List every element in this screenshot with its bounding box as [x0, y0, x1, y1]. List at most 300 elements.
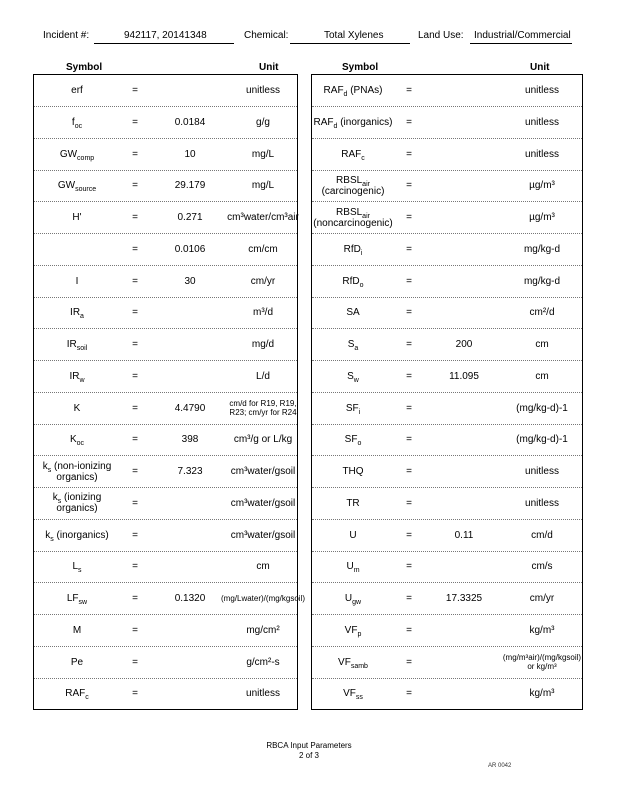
symbol-base: f — [71, 116, 75, 128]
symbol-base: Pe — [70, 656, 84, 668]
value-cell — [150, 488, 230, 519]
table-row — [34, 456, 297, 488]
symbol-cell — [34, 75, 120, 106]
unit-cell: cm/s — [531, 561, 553, 573]
symbol-qualifier: (PNAs) — [347, 85, 383, 96]
table-row — [34, 615, 297, 647]
symbol-cell — [34, 678, 120, 709]
symbol-text — [345, 593, 361, 604]
symbol-base: k — [45, 529, 51, 541]
symbol-base: L — [72, 561, 79, 573]
symbol-text — [70, 307, 84, 321]
symbol-text — [74, 403, 81, 414]
left-parameter-table — [33, 74, 306, 710]
left-symbol-heading: Symbol — [66, 62, 103, 73]
equals-sign: = — [132, 180, 138, 192]
symbol-text — [69, 371, 84, 382]
equals-sign: = — [406, 529, 412, 541]
unit-cell: cm²/d — [529, 307, 555, 319]
equals-sign: = — [132, 593, 138, 604]
value-cell — [150, 615, 230, 646]
unit-cell: (mg/m³air)/(mg/kgsoil) or kg/m³ — [502, 653, 582, 671]
table-row — [34, 647, 297, 679]
equals-sign: = — [406, 212, 412, 223]
equals-sign: = — [406, 497, 412, 509]
table-row — [312, 647, 582, 679]
symbol-base: U — [349, 529, 357, 541]
symbol-cell — [34, 456, 120, 487]
unit-cell: L/d — [256, 370, 270, 382]
equals-sign: = — [406, 688, 412, 700]
symbol-qualifier: (carcinogenic) — [321, 185, 385, 197]
symbol-base: k — [52, 492, 58, 504]
symbol-base: RAF — [65, 688, 86, 700]
equals-sign: = — [406, 466, 412, 477]
symbol-subscript: samb — [350, 662, 368, 670]
unit-cell: unitless — [525, 148, 559, 160]
incident-underline — [94, 43, 234, 44]
equals-sign: = — [406, 561, 412, 573]
table-row — [312, 361, 582, 393]
equals-sign: = — [132, 497, 138, 509]
unit-cell: cm/yr — [250, 275, 276, 287]
equals-sign: = — [132, 275, 138, 287]
equals-sign: = — [406, 656, 412, 668]
value-cell: 29.179 — [174, 180, 206, 192]
table-row — [312, 424, 582, 456]
table-row — [312, 551, 582, 583]
unit-cell: cm³water/cm³air — [227, 212, 299, 223]
chemical-underline — [290, 43, 410, 44]
symbol-base: VF — [338, 656, 351, 668]
equals-sign: = — [406, 85, 412, 96]
symbol-text — [348, 339, 359, 350]
symbol-qualifier: (non-ionizing organics) — [51, 460, 112, 483]
symbol-text — [60, 149, 94, 160]
unit-cell: g/g — [256, 116, 270, 128]
table-row — [312, 234, 582, 266]
unit-cell: cm³/g or L/kg — [233, 434, 293, 446]
table-row — [312, 329, 582, 361]
equals-sign: = — [132, 212, 138, 223]
symbol-base: RBSL — [336, 206, 363, 218]
unit-cell: mg/kg-d — [523, 275, 561, 287]
equals-sign: = — [132, 243, 138, 255]
symbol-cell — [312, 202, 394, 233]
table-row — [34, 361, 297, 393]
symbol-text — [67, 339, 88, 350]
table-row — [34, 297, 297, 329]
value-cell — [150, 297, 230, 328]
symbol-cell — [312, 520, 394, 551]
symbol-base: RAF — [323, 85, 344, 96]
symbol-text — [338, 657, 368, 668]
unit-cell: cm³water/gsoil — [230, 529, 296, 541]
table-row — [312, 297, 582, 329]
value-cell: 11.095 — [449, 370, 479, 382]
symbol-base: U — [346, 561, 354, 573]
land-use-label: Land Use: — [418, 30, 464, 41]
symbol-base: U — [344, 593, 353, 604]
symbol-base: LF — [66, 593, 79, 604]
value-cell — [150, 678, 230, 709]
value-cell: 7.323 — [177, 466, 203, 477]
symbol-base: TR — [346, 497, 360, 509]
symbol-subscript: gw — [352, 599, 362, 606]
table-row — [312, 678, 582, 709]
unit-cell: unitless — [525, 466, 559, 477]
symbol-subscript: d — [333, 122, 338, 130]
table-row — [312, 170, 582, 202]
symbol-text — [34, 492, 120, 514]
symbol-cell — [312, 583, 394, 614]
symbol-subscript: a — [80, 313, 84, 321]
value-cell — [424, 647, 504, 678]
value-cell: 10 — [184, 148, 196, 160]
symbol-base: VF — [343, 688, 356, 700]
equals-sign: = — [132, 529, 138, 541]
symbol-base: H' — [72, 212, 82, 223]
symbol-text — [346, 561, 360, 575]
equals-sign: = — [132, 339, 138, 350]
symbol-qualifier: (ionizing organics) — [56, 492, 102, 515]
symbol-cell — [312, 551, 394, 582]
symbol-text — [72, 561, 82, 575]
symbol-cell — [312, 266, 394, 297]
unit-cell: kg/m³ — [529, 688, 555, 700]
symbol-base: SF — [344, 434, 358, 446]
table-row — [34, 551, 297, 583]
table-row — [34, 393, 297, 425]
unit-cell: (mg/kg-d)-1 — [516, 434, 568, 446]
symbol-cell — [34, 139, 120, 170]
unit-cell: g/cm²-s — [246, 656, 280, 668]
symbol-base: RfD — [343, 243, 361, 255]
table-row — [34, 424, 297, 456]
symbol-subscript: s — [78, 567, 82, 575]
equals-sign: = — [406, 243, 412, 255]
symbol-text — [65, 688, 89, 702]
table-row — [34, 234, 297, 266]
equals-sign: = — [406, 275, 412, 287]
unit-cell: unitless — [525, 116, 559, 128]
symbol-subscript: oc — [74, 122, 83, 130]
symbol-base: RfD — [342, 275, 360, 287]
incident-label: Incident #: — [43, 30, 90, 41]
land-use-value: Industrial/Commercial — [474, 30, 571, 41]
value-cell — [150, 520, 230, 551]
table-row — [34, 266, 297, 298]
symbol-base: K — [73, 402, 81, 414]
value-cell — [424, 393, 504, 424]
equals-sign: = — [132, 402, 138, 414]
symbol-text — [346, 403, 360, 414]
symbol-base: RBSL — [336, 174, 363, 186]
right-parameter-table — [311, 74, 583, 710]
unit-cell: cm — [535, 339, 549, 350]
symbol-cell — [34, 615, 120, 646]
value-cell — [424, 170, 504, 201]
value-cell: 398 — [181, 434, 199, 446]
symbol-subscript: o — [357, 440, 362, 448]
table-row — [34, 75, 297, 107]
symbol-subscript: i — [358, 408, 361, 416]
equals-sign: = — [132, 85, 138, 96]
value-cell — [424, 75, 504, 106]
table-row — [312, 266, 582, 298]
symbol-cell — [312, 393, 394, 424]
symbol-cell — [34, 266, 120, 297]
value-cell: 0.0184 — [174, 116, 206, 128]
symbol-text — [312, 175, 394, 197]
equals-sign: = — [406, 116, 412, 128]
equals-sign: = — [406, 307, 412, 319]
value-cell: 30 — [184, 275, 196, 287]
symbol-cell — [312, 234, 394, 265]
symbol-subscript: i — [360, 249, 363, 257]
table-row — [312, 202, 582, 234]
symbol-cell — [312, 615, 394, 646]
equals-sign: = — [132, 561, 138, 573]
unit-cell: µg/m³ — [529, 180, 555, 192]
symbol-base: IR — [66, 339, 77, 350]
unit-cell: unitless — [246, 688, 280, 700]
equals-sign: = — [132, 624, 138, 636]
value-cell — [424, 488, 504, 519]
symbol-base: S — [347, 339, 355, 350]
unit-cell: cm/d — [531, 529, 553, 541]
symbol-base: M — [72, 624, 82, 636]
symbol-subscript: ss — [355, 694, 363, 702]
symbol-text — [76, 276, 79, 287]
symbol-base: RAF — [341, 148, 362, 160]
symbol-text — [72, 117, 82, 128]
symbol-qualifier: (inorganics) — [53, 529, 109, 541]
symbol-cell — [312, 361, 394, 392]
symbol-subscript: comp — [77, 154, 95, 162]
symbol-cell — [312, 647, 394, 678]
table-row — [312, 75, 582, 107]
value-cell — [424, 107, 504, 138]
symbol-text — [347, 371, 359, 382]
symbol-base: IR — [69, 370, 80, 382]
symbol-subscript: o — [359, 281, 364, 289]
symbol-text — [346, 498, 359, 509]
symbol-base: I — [75, 275, 79, 287]
symbol-subscript: c — [85, 694, 89, 702]
value-cell — [424, 202, 504, 233]
chemical-value: Total Xylenes — [324, 30, 384, 41]
symbol-cell — [312, 329, 394, 360]
table-row — [34, 139, 297, 171]
unit-cell: cm³water/gsoil — [230, 466, 296, 477]
value-cell — [150, 329, 230, 360]
symbol-text — [341, 149, 365, 160]
symbol-cell — [34, 107, 120, 138]
symbol-subscript: soil — [76, 345, 88, 352]
equals-sign: = — [406, 593, 412, 604]
equals-sign: = — [132, 688, 138, 700]
symbol-text — [57, 180, 97, 194]
symbol-cell — [312, 107, 394, 138]
symbol-subscript: p — [357, 630, 362, 638]
value-cell — [150, 647, 230, 678]
symbol-cell — [34, 170, 120, 201]
unit-cell: cm/yr — [529, 593, 555, 604]
symbol-base: IR — [70, 307, 81, 319]
symbol-cell — [312, 424, 394, 455]
symbol-base: S — [347, 370, 354, 382]
value-cell — [424, 551, 504, 582]
right-unit-heading: Unit — [530, 62, 550, 73]
symbol-subscript: sw — [78, 599, 88, 606]
symbol-cell — [312, 139, 394, 170]
symbol-subscript: source — [75, 186, 97, 194]
symbol-base: GW — [59, 148, 78, 160]
symbol-text — [324, 85, 383, 96]
equals-sign: = — [406, 180, 412, 192]
unit-cell: mg/kg-d — [523, 243, 561, 255]
symbol-base: SF — [345, 402, 359, 414]
equals-sign: = — [406, 434, 412, 446]
symbol-cell — [34, 329, 120, 360]
symbol-text — [73, 625, 81, 636]
equals-sign: = — [132, 656, 138, 668]
symbol-qualifier: (inorganics) — [337, 116, 393, 128]
unit-cell: mg/L — [251, 180, 275, 192]
unit-cell: mg/L — [251, 148, 275, 160]
symbol-cell — [34, 297, 120, 328]
equals-sign: = — [406, 339, 412, 350]
equals-sign: = — [406, 624, 412, 636]
equals-sign: = — [132, 466, 138, 477]
left-unit-heading: Unit — [259, 62, 279, 73]
unit-cell: kg/m³ — [529, 624, 555, 636]
symbol-text — [344, 244, 363, 255]
incident-value: 942117, 20141348 — [124, 30, 207, 41]
unit-cell: cm/d for R19, R19, R23; cm/yr for R24 — [229, 399, 297, 417]
symbol-base: K — [69, 434, 77, 446]
table-row — [312, 488, 582, 520]
symbol-cell — [312, 456, 394, 487]
value-cell — [150, 551, 230, 582]
table-row — [312, 615, 582, 647]
symbol-cell — [34, 393, 120, 424]
symbol-cell — [34, 361, 120, 392]
land-use-underline — [470, 43, 572, 44]
symbol-text — [346, 307, 359, 318]
value-cell: 4.4790 — [174, 402, 206, 414]
table-row — [312, 583, 582, 615]
value-cell — [424, 424, 504, 455]
table-row — [312, 107, 582, 139]
unit-cell: cm — [256, 561, 270, 573]
unit-cell: cm³water/gsoil — [230, 497, 296, 509]
chemical-label: Chemical: — [244, 30, 289, 41]
symbol-cell — [34, 520, 120, 551]
value-cell — [424, 234, 504, 265]
value-cell: 0.271 — [177, 212, 203, 223]
symbol-base: THQ — [342, 466, 364, 477]
symbol-base: VF — [344, 624, 358, 636]
table-row — [312, 456, 582, 488]
symbol-cell — [34, 647, 120, 678]
symbol-text — [45, 530, 109, 541]
footer-title: RBCA Input Parameters — [266, 741, 352, 750]
symbol-subscript: c — [361, 154, 365, 162]
symbol-text — [71, 657, 83, 668]
symbol-subscript: s — [47, 466, 52, 474]
unit-cell: (mg/Lwater)/(mg/kgsoil) — [221, 594, 306, 603]
symbol-subscript: air — [362, 212, 370, 220]
unit-cell: unitless — [246, 85, 280, 96]
symbol-text — [342, 466, 363, 477]
equals-sign: = — [132, 370, 138, 382]
symbol-text — [71, 85, 83, 96]
unit-cell: cm — [535, 370, 549, 382]
value-cell — [424, 297, 504, 328]
symbol-subscript: w — [79, 376, 85, 384]
unit-cell: mg/d — [251, 339, 275, 350]
table-row — [34, 678, 297, 709]
symbol-text — [349, 530, 356, 541]
table-row — [34, 202, 297, 234]
equals-sign: = — [132, 148, 138, 160]
symbol-text — [345, 625, 362, 636]
right-symbol-heading: Symbol — [342, 62, 379, 73]
symbol-base: erf — [71, 85, 83, 96]
table-row — [34, 520, 297, 552]
table-row — [34, 170, 297, 202]
symbol-cell — [34, 202, 120, 233]
symbol-text — [69, 434, 85, 448]
symbol-text — [34, 461, 120, 483]
table-row — [34, 488, 297, 520]
symbol-text — [67, 593, 87, 604]
unit-cell: cm/cm — [248, 243, 278, 255]
symbol-subscript: a — [354, 345, 359, 352]
symbol-subscript: w — [353, 376, 359, 384]
equals-sign: = — [132, 307, 138, 319]
value-cell — [424, 615, 504, 646]
table-row — [34, 329, 297, 361]
symbol-text — [312, 207, 394, 229]
value-cell: 0.11 — [454, 529, 474, 541]
value-cell — [424, 266, 504, 297]
equals-sign: = — [132, 116, 138, 128]
symbol-text — [72, 212, 81, 223]
value-cell — [150, 75, 230, 106]
table-row — [312, 393, 582, 425]
unit-cell: m³/d — [253, 307, 273, 319]
equals-sign: = — [406, 370, 412, 382]
unit-cell: unitless — [525, 497, 559, 509]
equals-sign: = — [132, 434, 138, 446]
equals-sign: = — [406, 402, 412, 414]
symbol-text — [314, 117, 393, 128]
symbol-subscript: m — [353, 567, 360, 575]
symbol-cell — [312, 297, 394, 328]
symbol-text — [342, 276, 363, 287]
equals-sign: = — [406, 148, 412, 160]
unit-cell: µg/m³ — [529, 212, 555, 223]
unit-cell: unitless — [525, 85, 559, 96]
footer-page: 2 of 3 — [298, 751, 319, 760]
value-cell: 0.1320 — [174, 593, 206, 604]
value-cell — [150, 361, 230, 392]
symbol-text — [343, 688, 363, 702]
value-cell — [424, 456, 504, 487]
